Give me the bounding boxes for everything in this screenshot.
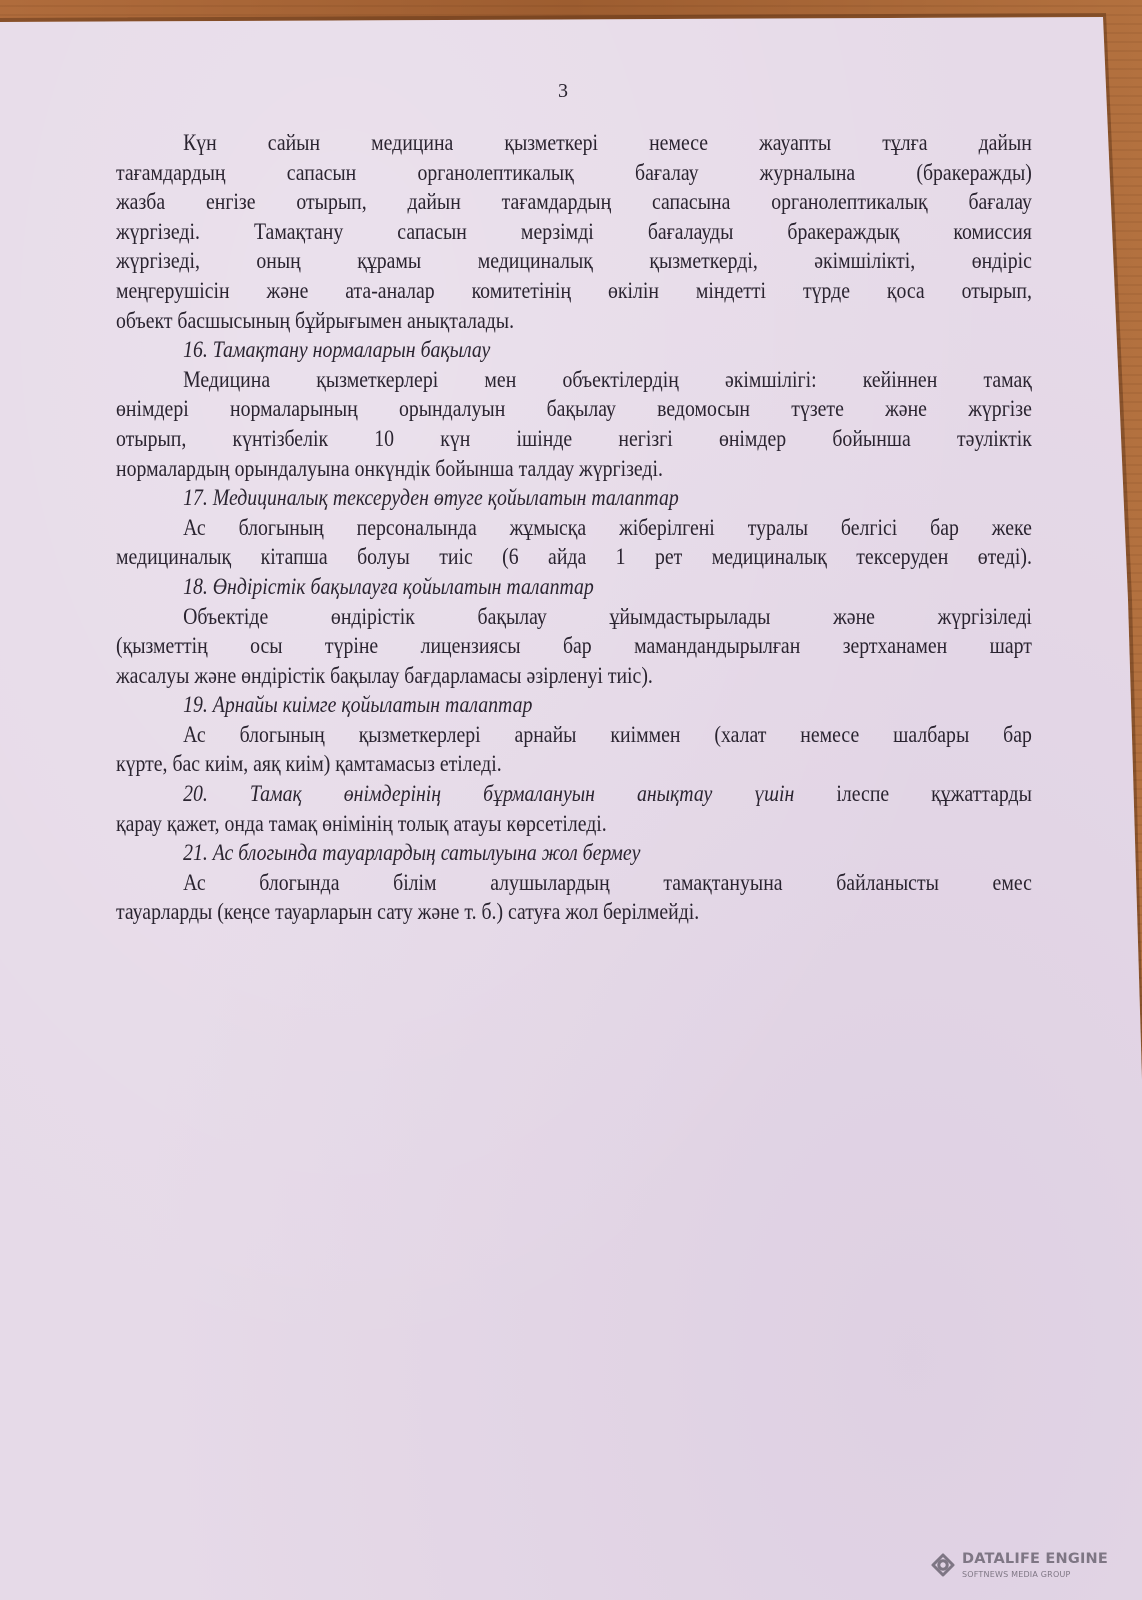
text-line: медициналық кітапша болуы тиіс (6 айда 1 рет медициналық тексеруден өтеді).: [116, 544, 1032, 570]
paragraph-17: [116, 513, 1032, 572]
text-line: Ас блогында білім алушылардың тамақтануына байланысты емес: [183, 869, 1032, 895]
text-line: қарау қажет, онда тамақ өнімінің толық атауы көрсетіледі.: [116, 810, 607, 836]
text-fragment: ілеспе құжаттарды: [836, 781, 1032, 807]
document-body: [116, 128, 1032, 927]
paragraph-21: [116, 868, 1032, 927]
datalife-logo-icon: [930, 1552, 956, 1578]
text-line: жүргізеді, оның құрамы медициналық қызметкерді, әкімшілікті, өндіріс: [116, 248, 1032, 274]
text-line: (қызметтің осы түріне лицензиясы бар мамандандырылған зертханамен шарт: [116, 633, 1032, 659]
watermark-title: DATALIFE ENGINE: [962, 1551, 1108, 1567]
text-line: нормалардың орындалуына онкүндік бойынша талдау жүргізеді.: [116, 455, 663, 481]
text-line: жүргізеді. Тамақтану сапасын мерзімді бағалауды бракераждық комиссия: [116, 218, 1032, 244]
text-line: Күн сайын медицина қызметкері немесе жауапты тұлға дайын: [183, 130, 1032, 155]
text-line: Ас блогының персоналында жұмысқа жіберілгені туралы белгісі бар жеке: [183, 514, 1032, 540]
text-line: Медицина қызметкерлері мен объектілердің әкімшілігі: кейіннен тамақ: [183, 366, 1032, 392]
paragraph-18: [116, 602, 1032, 691]
text-line: өнімдері нормаларының орындалуын бақылау ведомосын түзете және жүргізе: [116, 396, 1032, 422]
text-line: жазба енгізе отырып, дайын тағамдардың сапасына органолептикалық бағалау: [116, 189, 1032, 215]
section-heading-20: 20. Тамақ өнімдерінің бұрмалануын анықтау үшін: [183, 781, 795, 807]
text-line: меңгерушісін және ата-аналар комитетінің өкілін міндетті түрде қоса отырып,: [116, 277, 1032, 303]
text-line-mixed: [116, 779, 1032, 809]
section-heading-19: 19. Арнайы киімге қойылатын талаптар: [183, 692, 533, 718]
paragraph-intro: [116, 128, 1032, 335]
text-line: Ас блогының қызметкерлері арнайы киіммен (халат немесе шалбары бар: [183, 721, 1032, 747]
text-line: тауарларды (кеңсе тауарларын сату және т. б.) сатуға жол берілмейді.: [116, 899, 700, 925]
text-line: күрте, бас киім, аяқ киім) қамтамасыз етіледі.: [116, 751, 502, 777]
paragraph-20: [116, 779, 1032, 838]
section-heading-17: 17. Медициналық тексеруден өтуге қойылатын талаптар: [183, 485, 679, 511]
section-heading-18: 18. Өндірістік бақылауға қойылатын талаптар: [183, 573, 594, 599]
text-line: тағамдардың сапасын органолептикалық бағалау журналына (бракеражды): [116, 159, 1032, 185]
text-line: отырып, күнтізбелік 10 күн ішінде негізгі өнімдер бойынша тәуліктік: [116, 425, 1032, 451]
text-line: объект басшысының бұйрығымен анықталады.: [116, 307, 515, 333]
text-line: Объектіде өндірістік бақылау ұйымдастырылады және жүргізіледі: [183, 603, 1032, 629]
text-line: жасалуы және өндірістік бақылау бағдарламасы әзірленуі тиіс).: [116, 662, 653, 688]
section-heading-21: 21. Ас блогында тауарлардың сатылуына жол бермеу: [183, 840, 641, 866]
paragraph-16: [116, 365, 1032, 483]
watermark-subtitle: SOFTNEWS MEDIA GROUP: [962, 1570, 1071, 1579]
watermark: [930, 1548, 1130, 1592]
section-heading-16: 16. Тамақтану нормаларын бақылау: [183, 337, 491, 363]
page-number: 3: [558, 80, 568, 102]
paragraph-19: [116, 720, 1032, 779]
